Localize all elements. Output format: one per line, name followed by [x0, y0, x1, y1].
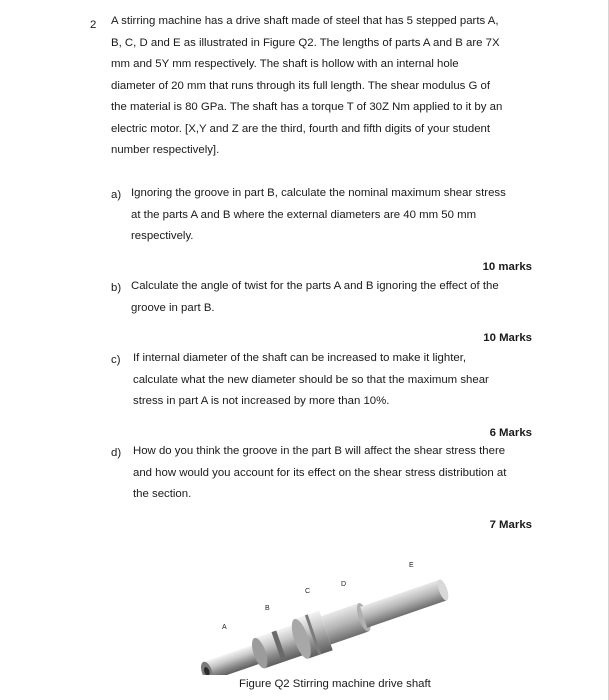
part-line: the section. [133, 488, 192, 500]
part-c-label: c) [111, 354, 121, 366]
label-part-c: C [305, 588, 311, 595]
intro-line: A stirring machine has a drive shaft made of steel that has 5 stepped parts A, [111, 15, 499, 27]
part-a-label: a) [111, 189, 122, 201]
part-line: How do you think the groove in the part B will affect the shear stress there [133, 445, 506, 457]
part-line: groove in part B. [131, 301, 215, 314]
part-b-marks: 10 Marks [483, 332, 532, 344]
part-line: Ignoring the groove in part B, calculate the nominal maximum shear stress [131, 187, 506, 199]
label-part-e: E [409, 562, 414, 569]
intro-line: B, C, D and E as illustrated in Figure Q2. The lengths of parts A and B are 7X [111, 36, 500, 49]
part-c-marks: 6 Marks [489, 427, 532, 439]
part-a-marks: 10 marks [482, 261, 532, 273]
shaft-part-e [360, 580, 447, 628]
part-line: calculate what the new diameter should be so that the maximum shear [133, 373, 489, 386]
part-line: at the parts A and B where the external diameters are 40 mm 50 mm [131, 208, 477, 221]
part-line: stress in part A is not increased by more than 10%. [133, 395, 390, 407]
part-line: and how would you account for its effect on the shear stress distribution at [133, 466, 507, 479]
part-line: Calculate the angle of twist for the parts A and B ignoring the effect of the [131, 280, 499, 292]
part-line: If internal diameter of the shaft can be increased to make it lighter, [133, 352, 467, 364]
label-part-a: A [222, 624, 227, 631]
drive-shaft-figure [188, 555, 458, 675]
intro-line: diameter of 20 mm that runs through its full length. The shear modulus G of [111, 79, 491, 92]
intro-line: the material is 80 GPa. The shaft has a torque T of 30Z Nm applied to it by an [111, 101, 503, 113]
figure-caption: Figure Q2 Stirring machine drive shaft [239, 678, 431, 690]
intro-line: mm and 5Y mm respectively. The shaft is hollow with an internal hole [111, 58, 459, 70]
question-number: 2 [90, 19, 97, 31]
question-intro [111, 11, 556, 162]
part-d-marks: 7 Marks [489, 519, 532, 531]
part-line: respectively. [131, 230, 194, 242]
part-d-text [133, 441, 506, 506]
intro-line: electric motor. [X,Y and Z are the third, fourth and fifth digits of your student [111, 122, 491, 135]
part-d-label: d) [111, 447, 122, 459]
intro-line: number respectively]. [111, 144, 220, 156]
part-c-text [133, 348, 489, 413]
part-b-label: b) [111, 282, 122, 294]
part-b-text [131, 276, 499, 319]
label-part-b: B [265, 605, 270, 612]
part-a-text [131, 183, 506, 248]
label-part-d: D [341, 581, 347, 588]
